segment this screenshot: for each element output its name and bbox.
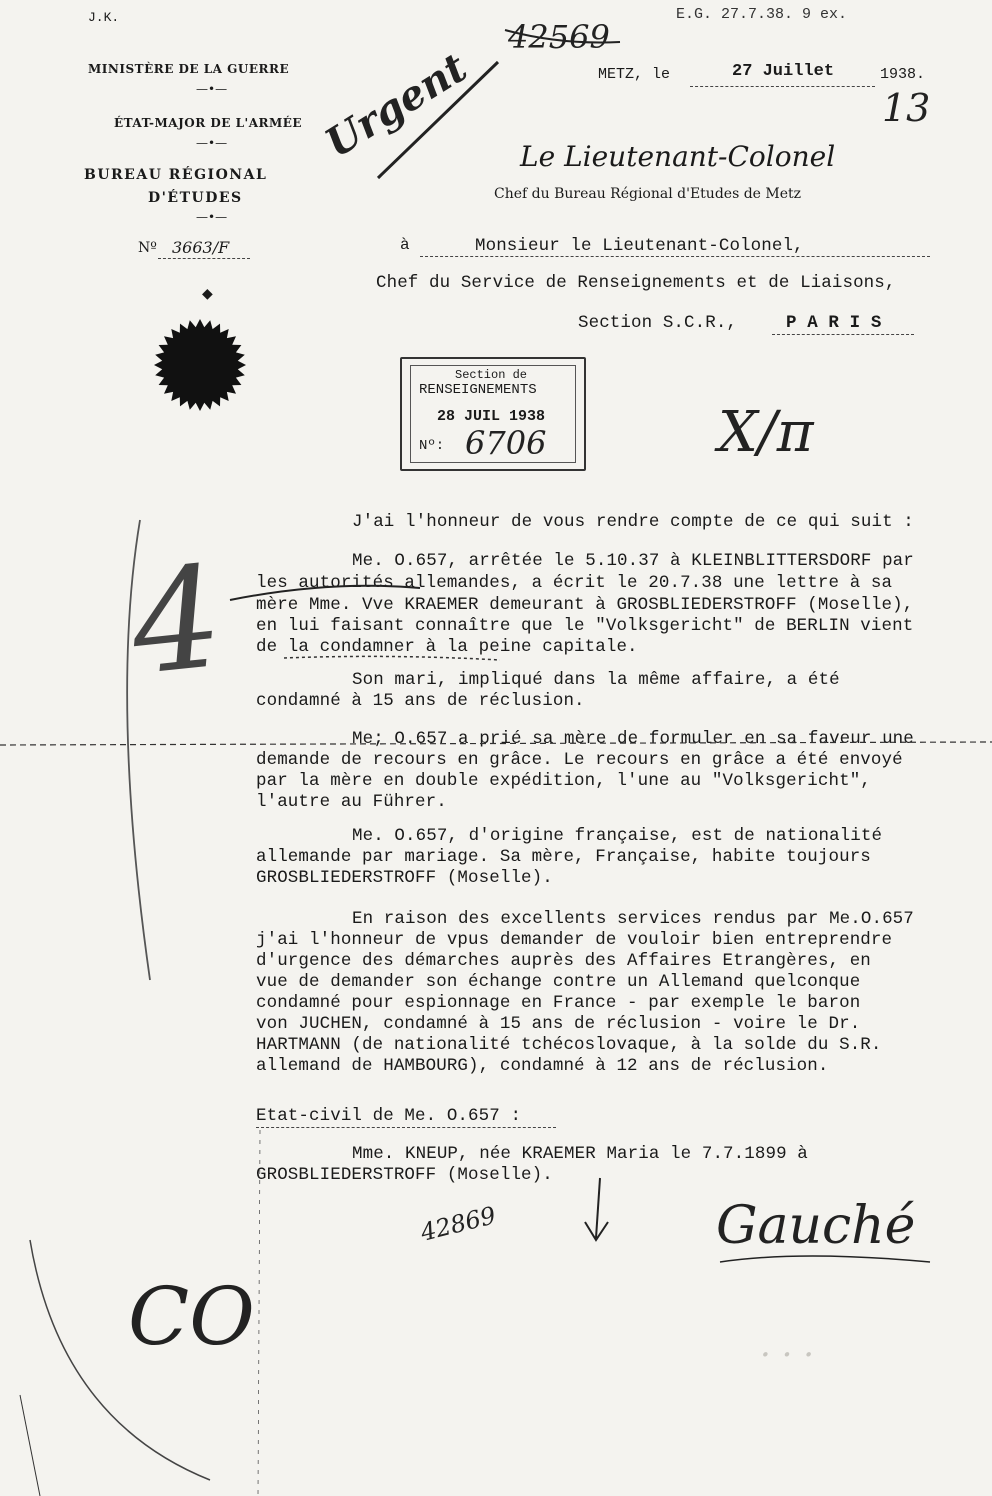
file-number-handwritten: 42569 <box>508 18 610 56</box>
p1-line: de la condamner à la peine capitale. <box>256 637 638 657</box>
diamond-icon: ◆ <box>202 286 213 302</box>
recipient-line-1: Monsieur le Lieutenant-Colonel, <box>475 236 804 256</box>
p3-line: par la mère en double expédition, l'une au "Volksgericht", <box>256 771 871 791</box>
margin-numeral: 4 <box>123 535 230 708</box>
stamp-line-1: Section de <box>455 368 528 382</box>
p3-line: Me; O.657 a prié sa mère de formuler en sa faveur une <box>352 729 914 749</box>
opening-line: J'ai l'honneur de vous rendre compte de ce qui suit : <box>352 512 914 532</box>
copy-note: E.G. 27.7.38. 9 ex. <box>676 6 848 23</box>
p1-line: en lui faisant connaître que le "Volksgericht" de BERLIN vient <box>256 616 914 636</box>
reference-number: 3663/F <box>172 238 230 257</box>
bureau-name-2: D'ÉTUDES <box>148 190 243 206</box>
p5-line: condamné pour espionnage en France - par exemple le baron <box>256 993 861 1013</box>
recipient-line-3a: Section S.C.R., <box>578 313 738 333</box>
p4-line: Me. O.657, d'origine française, est de nationalité <box>352 826 883 846</box>
dateline-place: METZ, le <box>598 66 671 83</box>
bottom-number: 42869 <box>417 1201 499 1247</box>
bleed-through-text: · · · <box>760 1335 815 1375</box>
recipient-line-3b: P A R I S <box>786 313 882 333</box>
p4-line: GROSBLIEDERSTROFF (Moselle). <box>256 868 553 888</box>
dateline-year: 1938. <box>880 66 926 83</box>
p2-line: condamné à 15 ans de réclusion. <box>256 691 585 711</box>
signature: Gauché <box>716 1196 916 1256</box>
stamp-number: 6706 <box>465 424 547 462</box>
p3-line: demande de recours en grâce. Le recours en grâce a été envoyé <box>256 750 903 770</box>
p1-line: mère Mme. Vve KRAEMER demeurant à GROSBLIEDERSTROFF (Moselle), <box>256 595 914 615</box>
ornament-divider: —•— <box>196 136 228 150</box>
sender-title: Le Lieutenant-Colonel <box>520 140 836 173</box>
recipient-prefix: à <box>400 236 410 254</box>
ornament-divider: —•— <box>196 82 228 96</box>
sender-subtitle: Chef du Bureau Régional d'Etudes de Metz <box>494 186 802 202</box>
stamp-no-label: Nº: <box>419 438 445 454</box>
urgent-mark: Urgent <box>317 43 476 167</box>
p5-line: vue de demander son échange contre un Allemand quelconque <box>256 972 861 992</box>
stamp-line-2: RENSEIGNEMENTS <box>419 382 537 398</box>
civil-heading: Etat-civil de Me. O.657 : <box>256 1106 522 1126</box>
p2-line: Son mari, impliqué dans la même affaire, a été <box>352 670 840 690</box>
p5-line: d'urgence des démarches auprès des Affaires Etrangères, en <box>256 951 871 971</box>
p5-line: HARTMANN (de nationalité tchécoslovaque, à la solde du S.R. <box>256 1035 882 1055</box>
p4-line: allemande par mariage. Sa mère, Française, habite toujours <box>256 847 871 867</box>
p5-line: von JUCHEN, condamné à 15 ans de réclusion - voire le Dr. <box>256 1014 861 1034</box>
stamp-date: 28 JUIL 1938 <box>437 408 546 425</box>
initials: J.K. <box>88 10 120 25</box>
ministry-name: MINISTÈRE DE LA GUERRE <box>88 62 290 76</box>
p5-line: allemand de HAMBOURG), condamné à 12 ans de réclusion. <box>256 1056 829 1076</box>
reference-label: Nº <box>138 240 157 256</box>
recipient-line-2: Chef du Service de Renseignements et de Liaisons, <box>376 273 896 293</box>
civil-line: GROSBLIEDERSTROFF (Moselle). <box>256 1165 553 1185</box>
xpi-annotation: X/π <box>718 400 814 465</box>
page-mark: 13 <box>882 86 931 130</box>
p5-line: En raison des excellents services rendus par Me.O.657 <box>352 909 914 929</box>
staff-name: ÉTAT-MAJOR DE L'ARMÉE <box>114 116 303 130</box>
bottom-code: CO <box>128 1270 255 1363</box>
bureau-name: BUREAU RÉGIONAL <box>84 167 268 183</box>
civil-line: Mme. KNEUP, née KRAEMER Maria le 7.7.1899 à <box>352 1144 808 1164</box>
ornament-divider: —•— <box>196 210 228 224</box>
dateline-date: 27 Juillet <box>732 62 835 81</box>
p3-line: l'autre au Führer. <box>256 792 447 812</box>
p1-line: les autorités allemandes, a écrit le 20.7.38 une lettre à sa <box>256 573 893 593</box>
p5-line: j'ai l'honneur de vpus demander de vouloir bien entreprendre <box>256 930 893 950</box>
p1-line: Me. O.657, arrêtée le 5.10.37 à KLEINBLITTERSDORF par <box>352 551 914 571</box>
